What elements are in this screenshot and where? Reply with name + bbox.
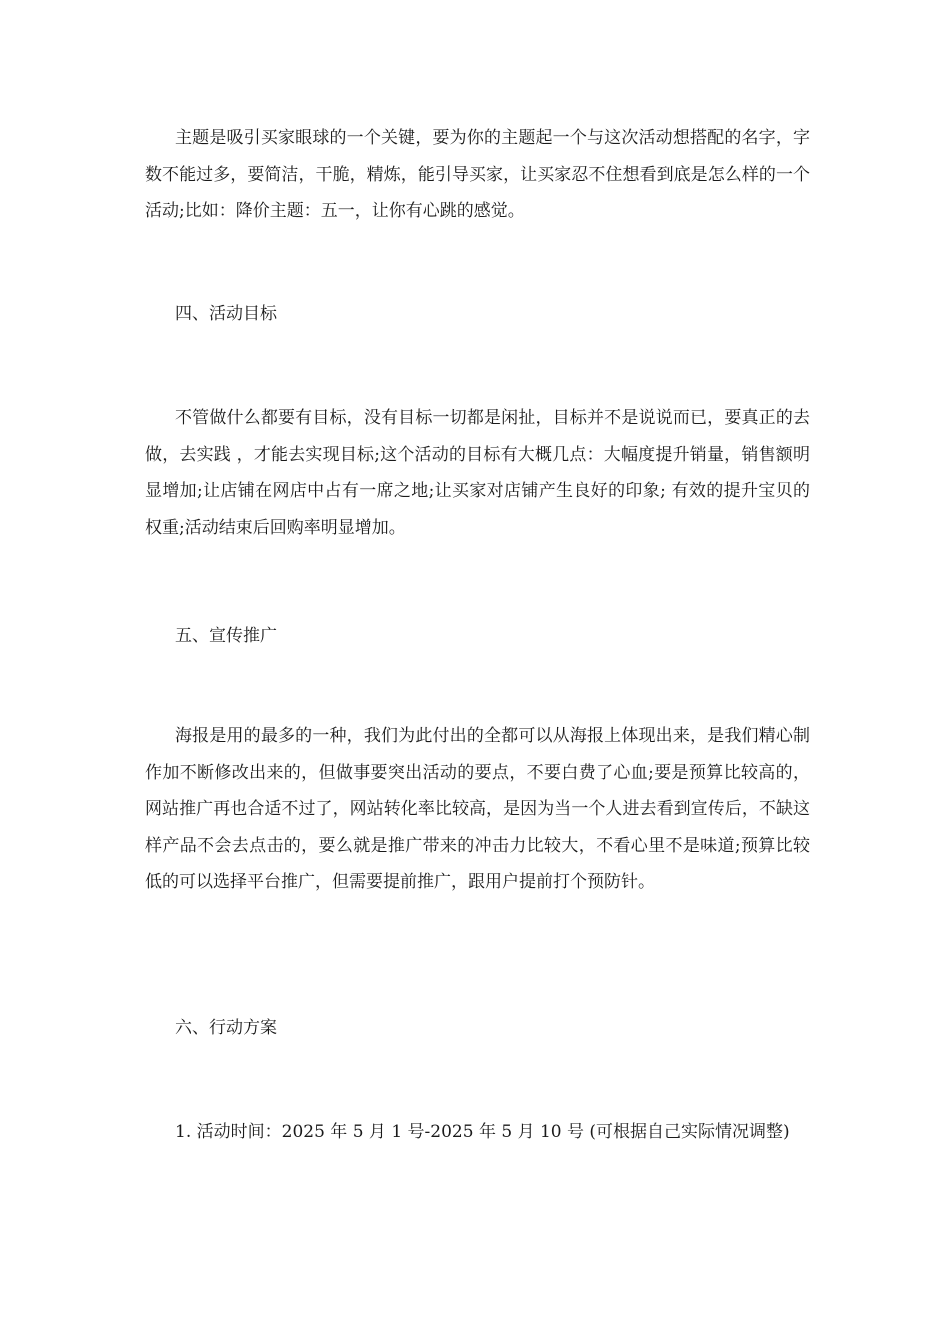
list-item-activity-time: 1. 活动时间：2025 年 5 月 1 号-2025 年 5 月 10 号 (可根据自己实际情况调整) (175, 1122, 790, 1142)
paragraph-promotion: 海报是用的最多的一种，我们为此付出的全都可以从海报上体现出来，是我们精心制作加不断修改出来的，但做事要突出活动的要点，不要白费了心血;要是预算比较高的，网站推广再也合适不过了，网站转化率比较高，是因为当一个人进去看到宣传后，不缺这样产品不会去点击的，要么就是推广带来的冲击力比较大，不看心里不是味道;预算比较低的可以选择平台推广，但需要提前推广，跟用户提前打个预防针。 (145, 726, 810, 892)
section-heading-action-plan: 六、行动方案 (175, 1018, 277, 1038)
paragraph-goals: 不管做什么都要有目标，没有目标一切都是闲扯，目标并不是说说而已，要真正的去做，去实践 ，才能去实现目标;这个活动的目标有大概几点：大幅度提升销量，销售额明显增加;让店铺在网店中占有一席之地;让买家对店铺产生良好的印象; 有效的提升宝贝的权重;活动结束后回购率明显增加。 (145, 408, 810, 538)
paragraph-theme: 主题是吸引买家眼球的一个关键，要为你的主题起一个与这次活动想搭配的名字，字数不能过多，要简洁，干脆，精炼，能引导买家，让买家忍不住想看到底是怎么样的一个活动;比如：降价主题：五一，让你有心跳的感觉。 (145, 128, 810, 221)
section-heading-promotion: 五、宣传推广 (175, 626, 277, 646)
section-heading-goals: 四、活动目标 (175, 304, 277, 324)
